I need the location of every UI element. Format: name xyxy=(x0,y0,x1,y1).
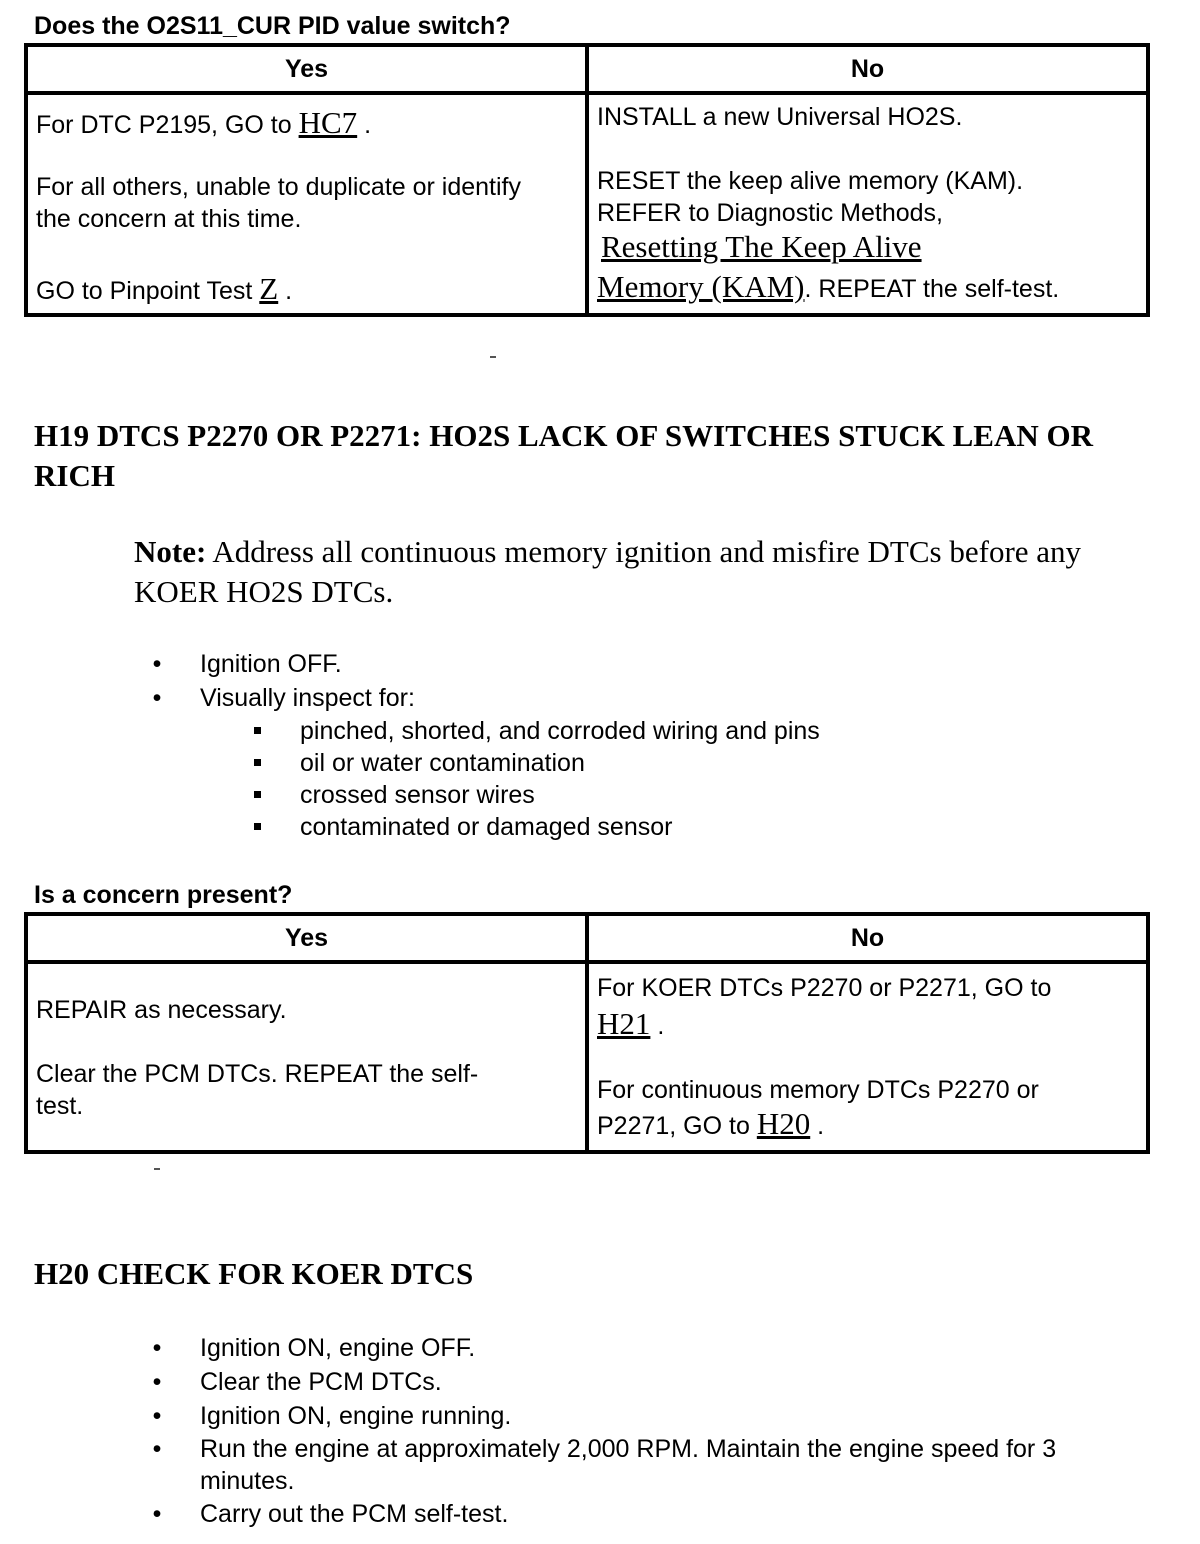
yes-column-header: Yes xyxy=(26,914,587,962)
list-item: • Ignition ON, engine OFF. xyxy=(152,1334,476,1362)
list-item: • Visually inspect for: pinched, shorted, and corroded wiring and pins oil or water contamination crossed sensor wires contaminated or damaged sensor xyxy=(152,684,820,841)
list-item: • Carry out the PCM self-test. xyxy=(152,1500,509,1528)
h19-heading-line2: RICH xyxy=(34,458,115,493)
divider-mark xyxy=(154,1168,160,1170)
link-hc7[interactable]: HC7 xyxy=(298,105,358,140)
list-item: • Ignition OFF. xyxy=(152,650,342,678)
no-line: RESET the keep alive memory (KAM). xyxy=(597,167,1024,195)
list-item-cont: minutes. xyxy=(200,1467,295,1495)
sub-list-item: pinched, shorted, and corroded wiring and pins xyxy=(152,715,820,747)
note-label: Note: xyxy=(134,534,207,569)
concern-answer-table xyxy=(24,912,1150,1154)
h19-heading xyxy=(34,416,1093,496)
list-item: • Ignition ON, engine running. xyxy=(152,1402,512,1430)
h19-heading-line1: H19 DTCS P2270 OR P2271: HO2S LACK OF SWITCHES STUCK LEAN OR xyxy=(34,418,1094,453)
yes-line: the concern at this time. xyxy=(36,205,302,233)
link-resetting-kam-cont[interactable]: Memory (KAM) xyxy=(597,269,805,304)
yes-cell: For DTC P2195, GO to HC7 . For all others, unable to duplicate or identify the concern at this time. GO to Pinpoint Test Z . xyxy=(26,93,587,315)
no-cell: INSTALL a new Universal HO2S. RESET the keep alive memory (KAM). REFER to Diagnostic Methods, Resetting The Keep Alive Memory (KAM). REPEAT the self-test. xyxy=(587,93,1148,315)
no-line: INSTALL a new Universal HO2S. xyxy=(597,103,963,131)
link-h20[interactable]: H20 xyxy=(756,1106,811,1141)
yes-cell xyxy=(26,962,587,1152)
no-line: For KOER DTCs P2270 or P2271, GO to xyxy=(597,974,1052,1002)
h20-heading: H20 CHECK FOR KOER DTCS xyxy=(34,1256,474,1291)
link-resetting-kam[interactable]: Resetting The Keep Alive xyxy=(601,229,922,264)
list-item: • Run the engine at approximately 2,000 RPM. Maintain the engine speed for 3 minutes. xyxy=(152,1435,1057,1495)
yes-line: REPAIR as necessary. xyxy=(36,996,287,1024)
yes-line: test. xyxy=(36,1092,84,1120)
no-column-header: No xyxy=(587,45,1148,93)
h19-note xyxy=(134,532,1081,612)
no-line: For continuous memory DTCs P2270 or xyxy=(597,1076,1039,1104)
yes-line: GO to Pinpoint Test xyxy=(36,277,260,305)
o2s11-answer-table xyxy=(24,43,1150,317)
note-text-cont: KOER HO2S DTCs. xyxy=(134,574,394,609)
h20-steps xyxy=(152,1331,1056,1531)
note-text: Address all continuous memory ignition and misfire DTCs before any xyxy=(206,534,1082,569)
link-h21[interactable]: H21 xyxy=(597,1006,651,1041)
sub-list-item: crossed sensor wires xyxy=(152,779,820,811)
divider-mark xyxy=(490,356,496,358)
no-line: P2271, GO to xyxy=(597,1112,757,1140)
question-o2s11: Does the O2S11_CUR PID value switch? xyxy=(34,12,511,40)
yes-line: For all others, unable to duplicate or identify xyxy=(36,173,521,201)
h19-steps xyxy=(152,647,820,843)
no-column-header: No xyxy=(587,914,1148,962)
yes-line: Clear the PCM DTCs. REPEAT the self- xyxy=(36,1060,479,1088)
sub-list-item: oil or water contamination xyxy=(152,747,820,779)
no-cell: For KOER DTCs P2270 or P2271, GO to H21 . For continuous memory DTCs P2270 or P2271, GO to H20 . xyxy=(587,962,1148,1152)
sub-list-item: contaminated or damaged sensor xyxy=(152,811,820,843)
inspect-list xyxy=(200,715,820,843)
yes-column-header: Yes xyxy=(26,45,587,93)
link-z[interactable]: Z xyxy=(259,271,279,306)
question-concern: Is a concern present? xyxy=(34,881,293,909)
no-line: REFER to Diagnostic Methods, xyxy=(597,199,943,227)
yes-line: For DTC P2195, GO to xyxy=(36,111,299,139)
list-item: • Clear the PCM DTCs. xyxy=(152,1368,442,1396)
